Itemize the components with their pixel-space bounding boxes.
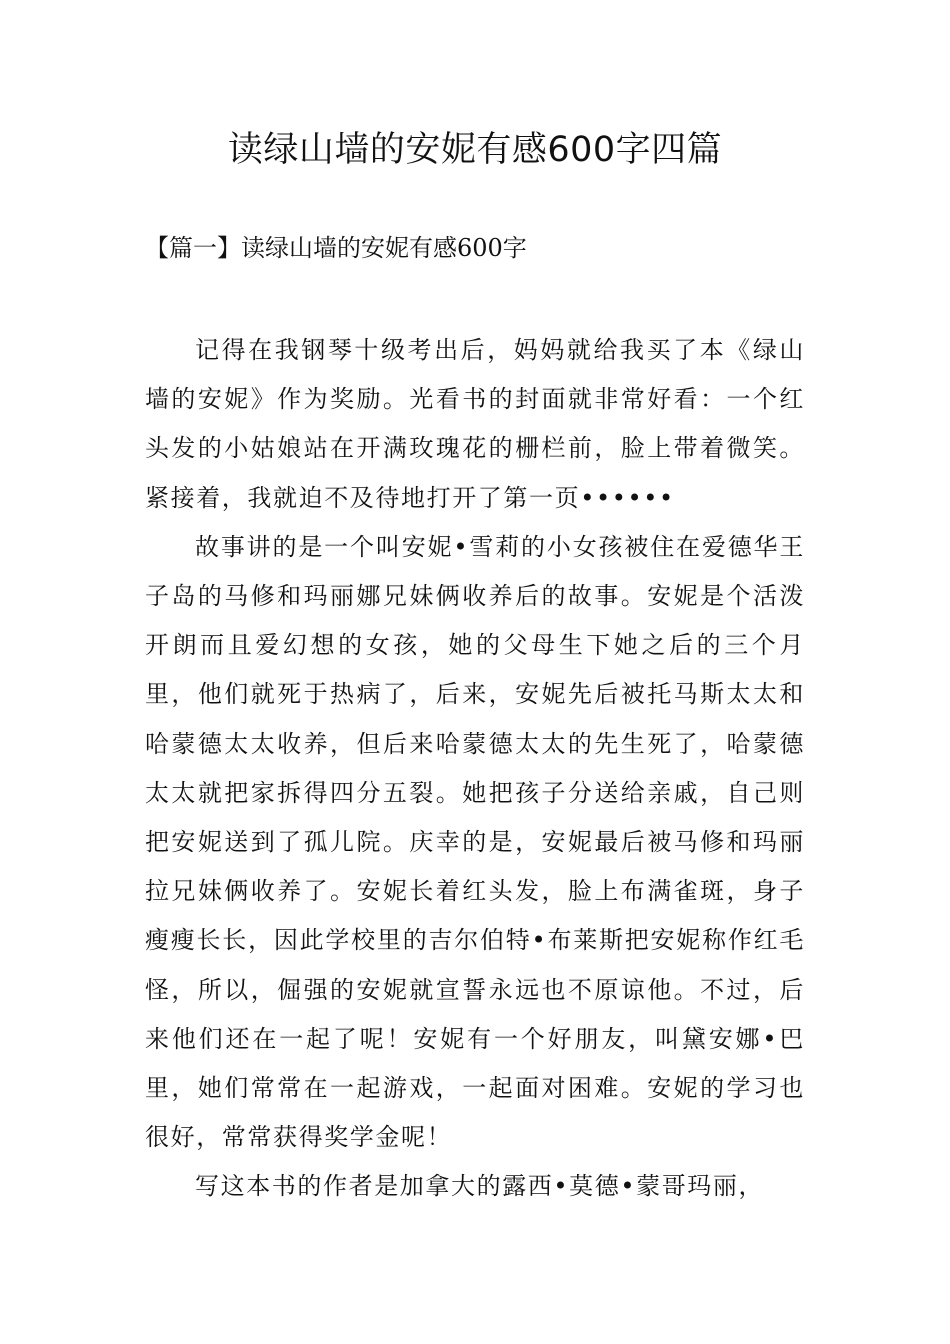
body-text — [145, 326, 805, 1212]
section-heading: 【篇一】读绿山墙的安妮有感600字 — [145, 234, 527, 262]
document-title: 读绿山墙的安妮有感600字四篇 — [227, 130, 723, 170]
paragraph-2: 故事讲的是一个叫安妮•雪莉的小女孩被住在爱德华王子岛的马修和玛丽娜兄妹俩收养后的故事。安妮是个活泼开朗而且爱幻想的女孩，她的父母生下她之后的三个月里，他们就死于热病了，后来，安妮先后被托马斯太太和哈蒙德太太收养，但后来哈蒙德太太的先生死了，哈蒙德太太就把家拆得四分五裂。她把孩子分送给亲戚，自己则把安妮送到了孤儿院。庆幸的是，安妮最后被马修和玛丽拉兄妹俩收养了。安妮长着红头发，脸上布满雀斑，身子瘦瘦长长，因此学校里的吉尔伯特•布莱斯把安妮称作红毛怪，所以，倔强的安妮就宣誓永远也不原谅他。不过，后来他们还在一起了呢！安妮有一个好朋友，叫黛安娜•巴里，她们常常在一起游戏，一起面对困难。安妮的学习也很好，常常获得奖学金呢！ — [145, 532, 805, 1152]
paragraph-1: 记得在我钢琴十级考出后，妈妈就给我买了本《绿山墙的安妮》作为奖励。光看书的封面就非常好看：一个红头发的小姑娘站在开满玫瑰花的栅栏前，脸上带着微笑。紧接着，我就迫不及待地打开了第一页•••••• — [145, 336, 805, 512]
paragraph-3: 写这本书的作者是加拿大的露西•莫德•蒙哥玛丽， — [195, 1172, 765, 1201]
